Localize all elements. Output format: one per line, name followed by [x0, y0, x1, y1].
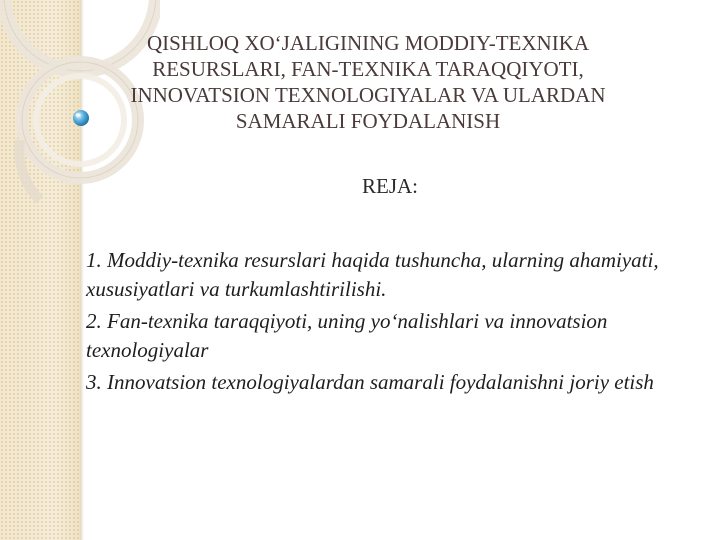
title-line: QISHLOQ XO‘JALIGINING MODDIY-TEXNIKA: [146, 31, 590, 55]
title-line: SAMARALI FOYDALANISH: [235, 109, 501, 133]
title-line: RESURSLARI, FAN-TEXNIKA TARAQQIYOTI,: [152, 57, 584, 81]
title-line: INNOVATSION TEXNOLOGIYALAR VA ULARDAN: [130, 83, 606, 107]
slide-title: [88, 30, 648, 134]
plan-item: 2. Fan-texnika taraqqiyoti, uning yo‘nalishlari va innovatsion texnologiyalar: [86, 309, 608, 362]
blue-ball-icon: [73, 110, 89, 126]
plan-heading: REJA:: [361, 174, 418, 198]
plan-item: 3. Innovatsion texnologiyalardan samarali foydalanishni joriy etish: [86, 370, 654, 394]
plan-list: [86, 246, 696, 400]
plan-item: 1. Moddiy-texnika resurslari haqida tushuncha, ularning ahamiyati, xususiyatlari va turkumlashtirilishi.: [86, 248, 659, 301]
